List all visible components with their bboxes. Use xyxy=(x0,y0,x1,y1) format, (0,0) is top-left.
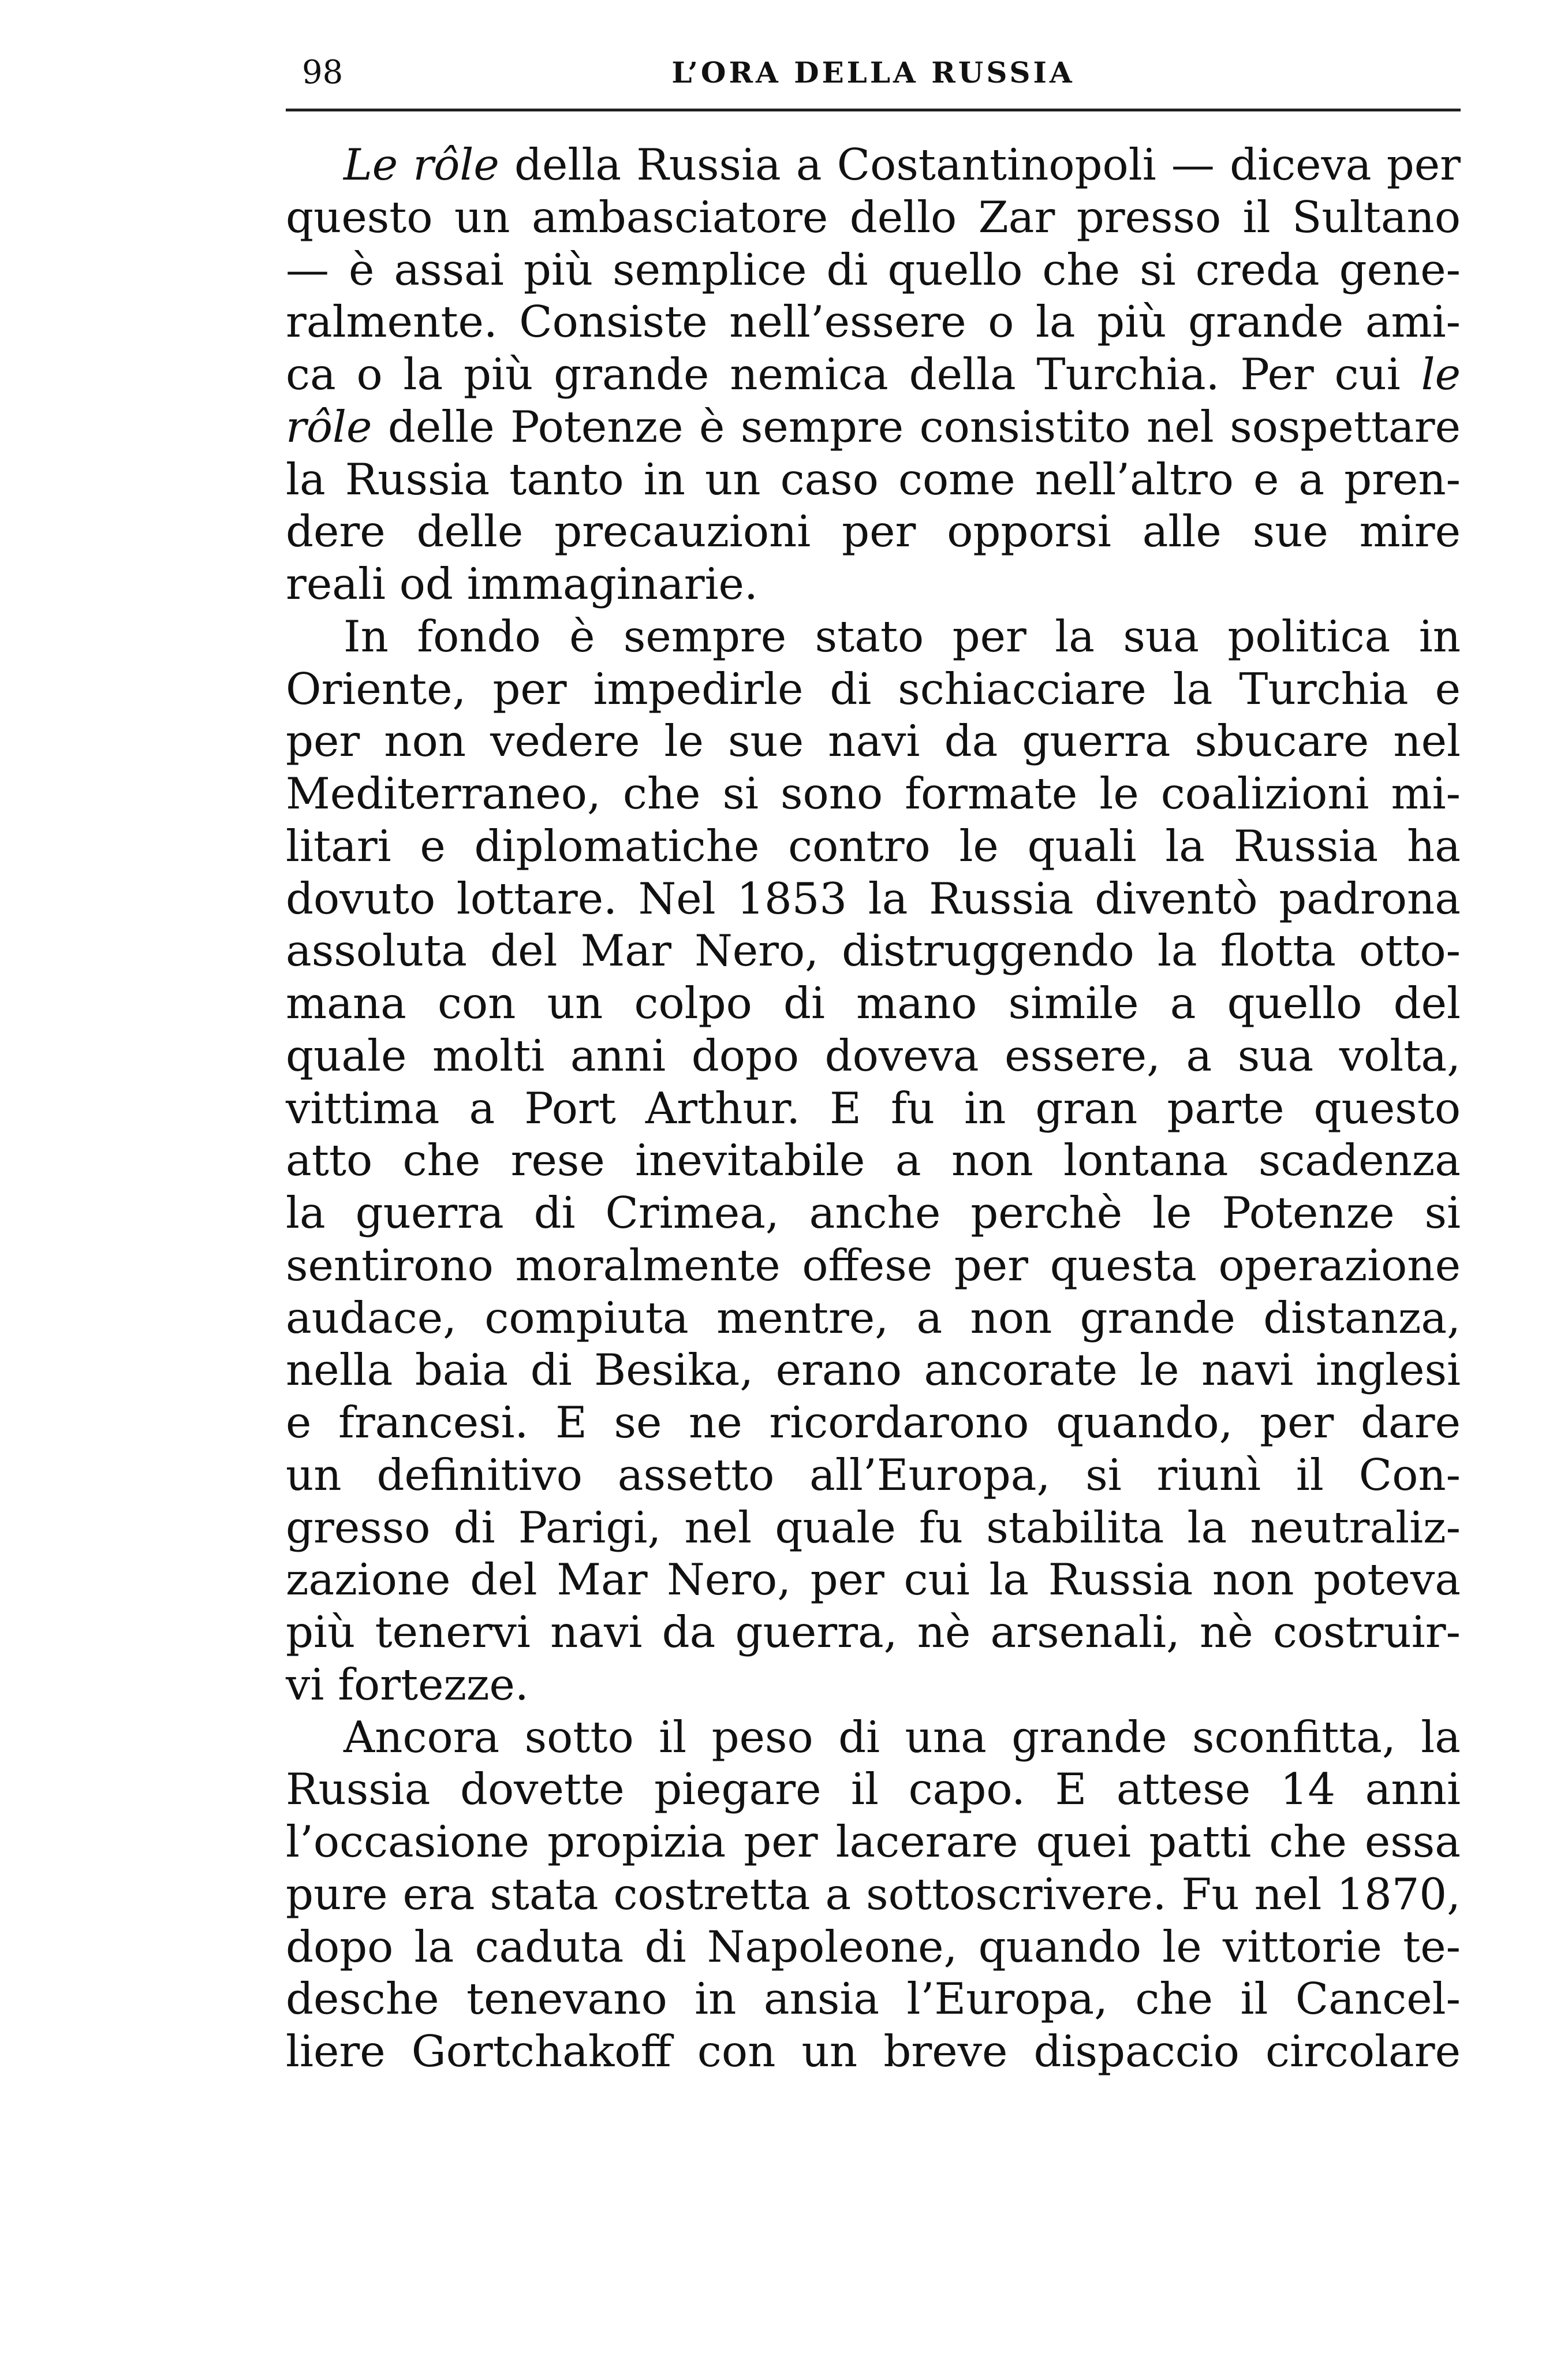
text-line: Ancora sotto il peso di una grande sconfitta, la xyxy=(344,1711,1461,1762)
text-line: In fondo è sempre stato per la sua politica in xyxy=(344,610,1461,662)
text-line: la guerra di Crimea, anche perchè le Potenze si xyxy=(286,1187,1461,1238)
header-rule xyxy=(286,109,1461,111)
text-line: sentirono moralmente offese per questa operazione xyxy=(286,1239,1461,1291)
text-line: dere delle precauzioni per opporsi alle sue mire xyxy=(286,506,1461,557)
text-line: ralmente. Consiste nell’essere o la più grande ami- xyxy=(286,296,1461,348)
text-line: liere Gortchakoff con un breve dispaccio circolare xyxy=(286,2026,1461,2077)
text-line: la Russia tanto in un caso come nell’altro e a pren- xyxy=(286,453,1461,505)
text-line: mana con un colpo di mano simile a quello del xyxy=(286,978,1461,1029)
page-number: 98 xyxy=(302,54,344,91)
text-line: l’occasione propizia per lacerare quei patti che essa xyxy=(286,1816,1461,1867)
text-line: — è assai più semplice di quello che si creda gene- xyxy=(286,244,1461,295)
running-title: L’ORA DELLA RUSSIA xyxy=(671,55,1075,90)
text-line: vi fortezze. xyxy=(286,1659,529,1710)
text-line: un definitivo assetto all’Europa, si riunì il Con- xyxy=(286,1449,1461,1500)
text-line: gresso di Parigi, nel quale fu stabilita la neutraliz- xyxy=(286,1501,1461,1553)
text-line: assoluta del Mar Nero, distruggendo la flotta otto- xyxy=(286,925,1461,977)
text-line: litari e diplomatiche contro le quali la Russia ha xyxy=(286,820,1461,871)
text-line: reali od immaginarie. xyxy=(286,558,758,609)
text-line: zazione del Mar Nero, per cui la Russia non poteva xyxy=(286,1554,1461,1605)
text-line: Oriente, per impedirle di schiacciare la Turchia e xyxy=(286,663,1461,714)
text-line: dopo la caduta di Napoleone, quando le vittorie te- xyxy=(286,1921,1461,1972)
text-line: Le rôle della Russia a Costantinopoli — diceva per xyxy=(344,139,1461,190)
text-line: più tenervi navi da guerra, nè arsenali, nè costruir- xyxy=(286,1607,1461,1657)
text-line: e francesi. E se ne ricordarono quando, per dare xyxy=(286,1397,1461,1448)
text-line: pure era stata costretta a sottoscrivere. Fu nel 1870, xyxy=(286,1868,1461,1920)
paragraph xyxy=(286,139,1461,610)
text-line: desche tenevano in ansia l’Europa, che il Cancel- xyxy=(286,1973,1461,2025)
text-line: nella baia di Besika, erano ancorate le navi inglesi xyxy=(286,1344,1461,1396)
text-line: vittima a Port Arthur. E fu in gran parte questo xyxy=(286,1082,1461,1134)
body-text xyxy=(286,139,1461,2078)
text-line: Russia dovette piegare il capo. E attese 14 anni xyxy=(286,1764,1461,1815)
text-line: dovuto lottare. Nel 1853 la Russia diventò padrona xyxy=(286,873,1461,924)
paragraph xyxy=(286,1711,1461,2078)
text-line: per non vedere le sue navi da guerra sbucare nel xyxy=(286,716,1461,767)
paragraph xyxy=(286,610,1461,1711)
page-header xyxy=(286,50,1461,96)
text-line: quale molti anni dopo doveva essere, a sua volta, xyxy=(286,1030,1461,1081)
text-line: questo un ambasciatore dello Zar presso il Sultano xyxy=(286,191,1461,243)
text-line: Mediterraneo, che si sono formate le coalizioni mi- xyxy=(286,768,1461,819)
text-line: atto che rese inevitabile a non lontana scadenza xyxy=(286,1135,1461,1186)
text-line: rôle delle Potenze è sempre consistito nel sospettare xyxy=(286,401,1461,452)
text-line: audace, compiuta mentre, a non grande distanza, xyxy=(286,1292,1461,1343)
text-line: ca o la più grande nemica della Turchia. Per cui le xyxy=(286,349,1461,400)
